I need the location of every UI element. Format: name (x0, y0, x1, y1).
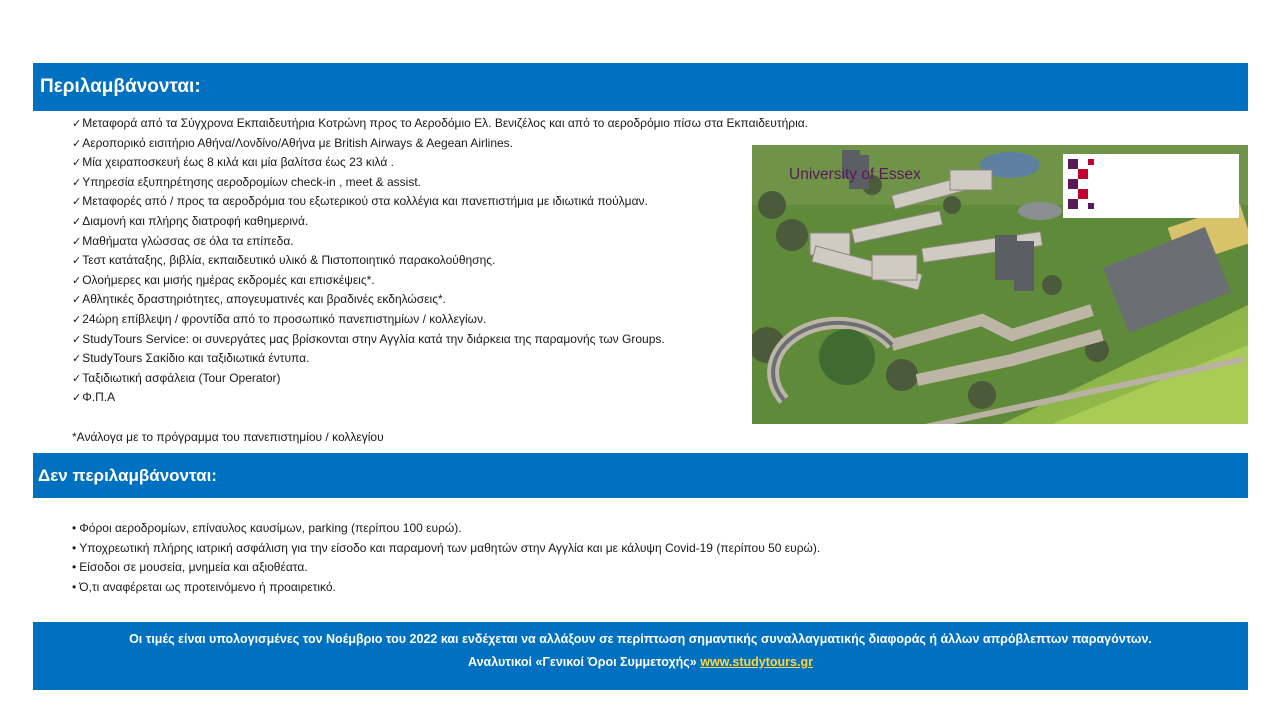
checkmark-icon: ✓ (72, 312, 82, 326)
campus-aerial-photo (752, 145, 1248, 424)
included-list (72, 114, 808, 408)
bullet-icon: • (72, 560, 77, 574)
list-item: ✓24ώρη επίβλεψη / φροντίδα από το προσωπικό πανεπιστημίων / κολλεγίων. (72, 311, 487, 326)
checkmark-icon: ✓ (72, 273, 82, 287)
checkmark-icon: ✓ (72, 332, 82, 346)
list-item: ✓Μεταφορά από τα Σύγχρονα Εκπαιδευτήρια Κοτρώνη προς το Αεροδόμιο Ελ. Βενιζέλος και από το αεροδρόμιο πίσω στα Εκπαιδευτήρια. (72, 116, 809, 130)
list-item: • Υποχρεωτική πλήρης ιατρική ασφάλιση για την είσοδο και παραμονή των μαθητών στην Αγγλία και με κάλυψη Covid-19 (περίπου 50 ευρώ). (72, 540, 821, 555)
checkmark-icon: ✓ (72, 293, 82, 307)
terms-line: Αναλυτικοί «Γενικοί Όροι Συμμετοχής» www.studytours.gr (468, 655, 813, 669)
list-item: ✓StudyTours Service: οι συνεργάτες μας βρίσκονται στην Αγγλία κατά την διάρκεια της παραμονής των Groups. (72, 331, 665, 346)
bullet-icon: • (72, 579, 77, 594)
list-item: ✓Μαθήματα γλώσσας σε όλα τα επίπεδα. (72, 233, 294, 248)
pricing-note: Οι τιμές είναι υπολογισμένες τον Νοέμβριο του 2022 και ενδέχεται να αλλάξουν σε περίπτωση σημαντικής συναλλαγματικής διαφοράς ή άλλων απρόβλεπτων παραγόντων. (129, 632, 1152, 646)
included-heading: Περιλαμβάνονται: (33, 63, 1248, 111)
checkmark-icon: ✓ (72, 214, 82, 228)
checkmark-icon: ✓ (72, 234, 82, 248)
list-item: ✓Τεστ κατάταξης, βιβλία, εκπαιδευτικό υλικό & Πιστοποιητικό παρακολούθησης. (72, 253, 496, 268)
list-item: • Ό,τι αναφέρεται ως προτεινόμενο ή προαιρετικό. (72, 579, 336, 594)
checkmark-icon: ✓ (72, 352, 82, 366)
essex-logo (1063, 154, 1239, 218)
pricing-footer (33, 622, 1248, 690)
checkmark-icon: ✓ (72, 195, 82, 209)
list-item: • Είσοδοι σε μουσεία, μνημεία και αξιοθέατα. (72, 560, 308, 574)
list-item: ✓Διαμονή και πλήρης διατροφή καθημερινά. (72, 213, 309, 228)
bullet-icon: • (72, 540, 77, 555)
list-item: ✓Ταξιδιωτική ασφάλεια (Tour Operator) (72, 370, 281, 385)
checkmark-icon: ✓ (72, 391, 82, 405)
studytours-link[interactable]: www.studytours.gr (700, 655, 813, 669)
list-item: ✓Ολοήμερες και μισής ημέρας εκδρομές και επισκέψεις*. (72, 272, 375, 287)
list-item: ✓StudyTours Σακίδιο και ταξιδιωτικά έντυπα. (72, 351, 310, 366)
checkmark-icon: ✓ (72, 136, 82, 150)
essex-logo-text: University of Essex (789, 166, 921, 183)
list-item: ✓Υπηρεσία εξυπηρέτησης αεροδρομίων check-in , meet & assist. (72, 174, 422, 189)
checkmark-icon: ✓ (72, 156, 82, 170)
checkmark-icon: ✓ (72, 175, 82, 189)
list-item: ✓Μεταφορές από / προς τα αεροδρόμια του εξωτερικού στα κολλέγια και πανεπιστήμια με ιδιωτικά πούλμαν. (72, 194, 648, 209)
list-item: ✓Αθλητικές δραστηριότητες, απογευματινές και βραδινές εκδηλώσεις*. (72, 292, 447, 307)
bullet-icon: • (72, 521, 77, 535)
list-item: ✓Μία χειραποσκευή έως 8 κιλά και μία βαλίτσα έως 23 κιλά . (72, 155, 394, 170)
checkmark-icon: ✓ (72, 117, 82, 130)
included-footnote: *Ανάλογα με το πρόγραμμα του πανεπιστημίου / κολλεγίου (72, 430, 384, 444)
checkmark-icon: ✓ (72, 371, 82, 385)
list-item: ✓Φ.Π.Α (72, 390, 116, 405)
checkmark-icon: ✓ (72, 254, 82, 268)
excluded-list (72, 519, 820, 597)
excluded-heading: Δεν περιλαμβάνονται: (33, 453, 1248, 498)
list-item: ✓Αεροπορικό εισιτήριο Αθήνα/Λονδίνο/Αθήνα με British Airways & Aegean Airlines. (72, 135, 514, 150)
list-item: • Φόροι αεροδρομίων, επίναυλος καυσίμων, parking (περίπου 100 ευρώ). (72, 521, 462, 535)
